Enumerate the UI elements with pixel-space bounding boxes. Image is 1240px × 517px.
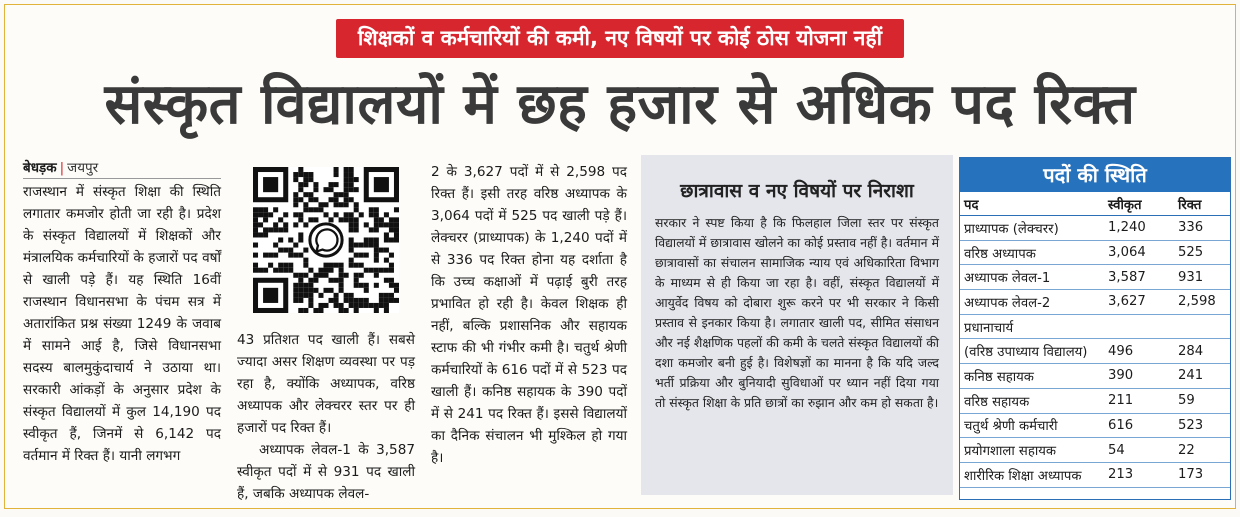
cell-vacant: 241	[1174, 364, 1230, 389]
byline	[23, 159, 221, 179]
cell-post: चतुर्थ श्रेणी कर्मचारी	[960, 413, 1104, 438]
table-title: पदों की स्थिति	[960, 158, 1230, 192]
cell-vacant: 523	[1174, 413, 1230, 438]
cell-post: कनिष्ठ सहायक	[960, 364, 1104, 389]
sidebar-box	[641, 155, 953, 495]
sidebar-title: छात्रावास व नए विषयों पर निराशा	[680, 180, 914, 202]
article-column-1	[23, 159, 221, 467]
cell-post: वरिष्ठ सहायक	[960, 388, 1104, 413]
cell-post: अध्यापक लेवल-2	[960, 290, 1104, 315]
cell-post: शारीरिक शिक्षा अध्यापक	[960, 462, 1104, 487]
table-row	[960, 216, 1230, 241]
cell-sanctioned: 3,627	[1104, 290, 1174, 315]
cell-vacant	[1174, 314, 1230, 339]
cell-sanctioned: 1,240	[1104, 216, 1174, 241]
table-row	[960, 413, 1230, 438]
cell-post: प्राध्यापक (लेक्चरर)	[960, 216, 1104, 241]
table-row	[960, 314, 1230, 339]
cell-post: प्रयोगशाला सहायक	[960, 438, 1104, 463]
header-sanctioned: स्वीकृत	[1104, 192, 1174, 216]
cell-post: प्रधानाचार्य	[960, 314, 1104, 339]
table-row	[960, 240, 1230, 265]
cell-sanctioned: 3,064	[1104, 240, 1174, 265]
qr-code-icon[interactable]	[253, 167, 399, 313]
column-2-para-2: अध्यापक लेवल-1 के 3,587 स्वीकृत पदों में से 931 पद खाली हैं, जबकि अध्यापक लेवल-	[237, 442, 415, 502]
cell-vacant: 931	[1174, 265, 1230, 290]
cell-vacant: 525	[1174, 240, 1230, 265]
table-row	[960, 388, 1230, 413]
whatsapp-icon	[310, 224, 342, 256]
news-clipping	[4, 4, 1236, 509]
cell-sanctioned: 3,587	[1104, 265, 1174, 290]
table-row	[960, 265, 1230, 290]
column-3-text: 2 के 3,627 पदों में से 2,598 पद रिक्त हैं। इसी तरह वरिष्ठ अध्यापक के 3,064 पदों में 525 पद खाली पड़े हैं। लेक्चरर (प्राध्यापक) के 1,240 पदों में से 336 पद रिक्त होना यह दर्शाता है कि उच्च कक्षाओं में पढ़ाई बुरी तरह प्रभावित हो रही है। केवल शिक्षक ही नहीं, बल्कि प्रशासनिक और सहायक स्टाफ की भी गंभीर कमी है। चतुर्थ श्रेणी कर्मचारियों के 616 पदों में से 523 पद खाली हैं। कनिष्ठ सहायक के 390 पदों में से 241 पद रिक्त हैं। इससे विद्यालयों का दैनिक संचालन भी मुश्किल हो गया है।	[431, 164, 627, 466]
cell-sanctioned: 54	[1104, 438, 1174, 463]
cell-vacant: 59	[1174, 388, 1230, 413]
table-header-row	[960, 192, 1230, 216]
kicker-wrap	[5, 19, 1235, 58]
byline-source: बेधड़क	[23, 160, 57, 176]
table-row	[960, 339, 1230, 364]
header-vacant: रिक्त	[1174, 192, 1230, 216]
table-row	[960, 462, 1230, 487]
cell-sanctioned: 211	[1104, 388, 1174, 413]
cell-post: (वरिष्ठ उपाध्याय विद्यालय)	[960, 339, 1104, 364]
kicker-banner: शिक्षकों व कर्मचारियों की कमी, नए विषयों पर कोई ठोस योजना नहीं	[336, 19, 904, 58]
article-column-3	[431, 161, 627, 469]
table-row	[960, 290, 1230, 315]
cell-sanctioned: 390	[1104, 364, 1174, 389]
cell-vacant: 284	[1174, 339, 1230, 364]
cell-vacant: 173	[1174, 462, 1230, 487]
cell-vacant: 2,598	[1174, 290, 1230, 315]
cell-post: अध्यापक लेवल-1	[960, 265, 1104, 290]
byline-separator: |	[59, 160, 65, 176]
cell-vacant: 336	[1174, 216, 1230, 241]
cell-vacant: 22	[1174, 438, 1230, 463]
column-1-text: राजस्थान में संस्कृत शिक्षा की स्थिति लगातार कमजोर होती जा रही है। प्रदेश के संस्कृत विद्यालयों में शिक्षकों और मंत्रालयिक कर्मचारियों के हजारों पद वर्षों से खाली पड़े हैं। यह स्थिति 16वीं राजस्थान विधानसभा के पंचम सत्र में अतारांकित प्रश्न संख्या 1249 के जवाब में सामने आई है, जिसे विधानसभा सदस्य बालमुकुंदाचार्य ने उठाया था। सरकारी आंकड़ों के अनुसार प्रदेश के संस्कृत विद्यालयों में कुल 14,190 पद स्वीकृत हैं, जिनमें से 6,142 पद वर्तमान में रिक्त हैं। यानी लगभग	[23, 184, 221, 464]
table-row	[960, 438, 1230, 463]
cell-sanctioned: 213	[1104, 462, 1174, 487]
cell-post: वरिष्ठ अध्यापक	[960, 240, 1104, 265]
table-row	[960, 364, 1230, 389]
headline: संस्कृत विद्यालयों में छह हजार से अधिक पद रिक्त	[104, 72, 1136, 137]
cell-sanctioned: 616	[1104, 413, 1174, 438]
cell-sanctioned	[1104, 314, 1174, 339]
sidebar-text: सरकार ने स्पष्ट किया है कि फिलहाल जिला स्तर पर संस्कृत विद्यालयों में छात्रावास खोलने का कोई प्रस्ताव नहीं है। वर्तमान में छात्रावासों का संचालन सामाजिक न्याय एवं अधिकारिता विभाग के माध्यम से ही किया जा रहा है। वहीं, संस्कृत विद्यालयों में आयुर्वेद विषय को दोबारा शुरू करने पर भी सरकार ने किसी प्रस्ताव से इनकार किया है। लगातार खाली पद, सीमित संसाधन और नई शैक्षणिक पहलों की कमी के चलते संस्कृत विद्यालयों की दशा कमजोर बनी हुई है। विशेषज्ञों का मानना है कि यदि जल्द भर्ती प्रक्रिया और बुनियादी सुविधाओं पर ध्यान नहीं दिया गया तो संस्कृत शिक्षा के प्रति छात्रों का रुझान और कम हो सकता है।	[655, 215, 939, 410]
posts-status-table	[959, 157, 1231, 500]
byline-city: जयपुर	[67, 160, 99, 176]
cell-sanctioned: 496	[1104, 339, 1174, 364]
posts-table	[960, 192, 1230, 488]
header-post: पद	[960, 192, 1104, 216]
article-column-2	[237, 329, 415, 505]
column-2-para-1: 43 प्रतिशत पद खाली हैं। सबसे ज्यादा असर शिक्षण व्यवस्था पर पड़ रहा है, क्योंकि अध्यापक, वरिष्ठ अध्यापक और लेक्चरर स्तर पर ही हजारों पद रिक्त हैं।	[237, 332, 415, 436]
